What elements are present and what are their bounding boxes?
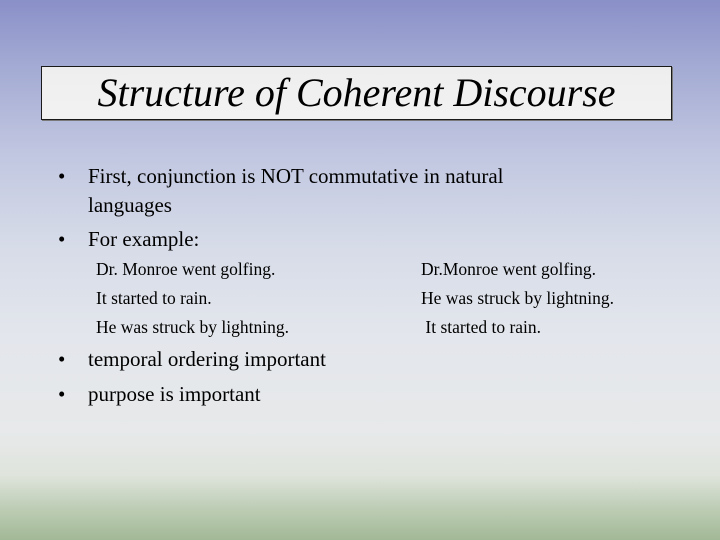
example-right-sequence xyxy=(421,255,614,342)
bullet-item-for-example xyxy=(58,225,358,254)
example-left-line-1: Dr. Monroe went golfing. xyxy=(96,259,276,279)
bullet-text: temporal ordering important xyxy=(88,347,326,371)
bullet-text-line-2: languages xyxy=(88,193,172,217)
bullet-item-conjunction xyxy=(58,162,618,220)
bullet-item-purpose xyxy=(58,380,458,409)
bullet-dot: • xyxy=(58,347,66,371)
example-left-line-2: It started to rain. xyxy=(96,288,212,308)
bullet-item-temporal-ordering xyxy=(58,345,458,374)
example-right-line-3: It started to rain. xyxy=(421,317,542,337)
example-right-line-2: He was struck by lightning. xyxy=(421,288,614,308)
bullet-dot: • xyxy=(58,227,66,251)
title-box xyxy=(41,66,672,120)
example-left-line-3: He was struck by lightning. xyxy=(96,317,289,337)
bullet-text-line-1: First, conjunction is NOT commutative in natural xyxy=(88,164,504,188)
bullet-dot: • xyxy=(58,164,66,188)
example-right-line-1: Dr.Monroe went golfing. xyxy=(421,259,596,279)
bullet-dot: • xyxy=(58,382,66,406)
example-left-sequence xyxy=(96,255,289,342)
bullet-text: purpose is important xyxy=(88,382,261,406)
slide-title: Structure of Coherent Discourse xyxy=(97,70,616,115)
bullet-text: For example: xyxy=(88,227,200,251)
